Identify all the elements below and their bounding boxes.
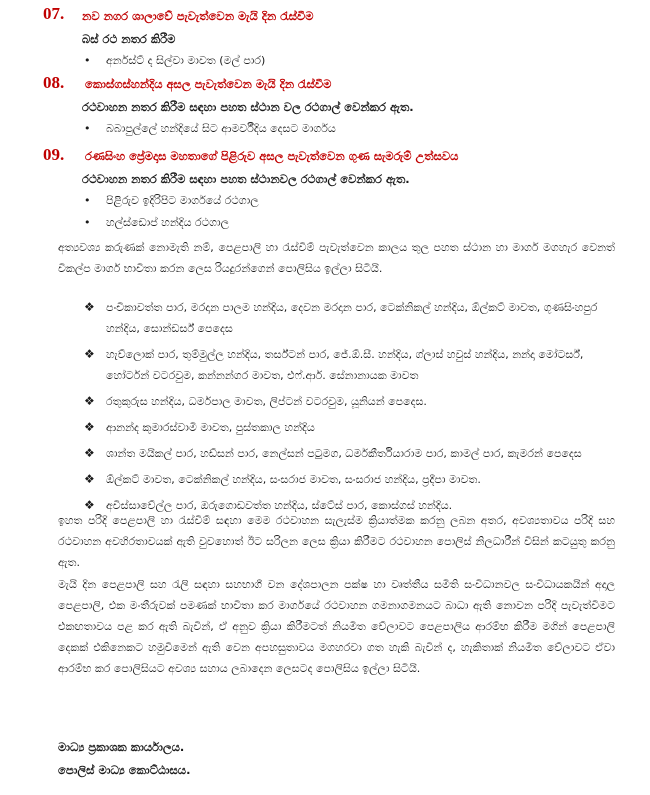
organizers-paragraph: මැයි දින පෙළපාලි සහ රැලි සඳහා සහභාගී වන දේශපාලන පක්ෂ හා වෘත්තීය සමිති සංවිධානවල සංවිධායකයින් අදාල පෙළපාලි, එක මංතීරුවක් පමණක් භාවිතා කර මාර්ගයේ රථවාහන ගමනාගමනයට බාධා ඇති නොවන පරිදි පැවැත්වීමට එකඟතාවය පළ කර ඇති බැවින්, ඒ අනුව ක්‍රියා කිරීමටත් නියමිත වේලාවට පෙළපාලිය ආරම්භ කිරීම මගින් පෙළපාලි දෙකක් එකිනෙකට හමුවීමෙන් ඇති වෙන අපහසුතාවය මගහරවා ගත හැකි බැවින් ද, හැකිතාක් නියමිත වේලාවට ඒවා ආරම්භ කර පොලිසියට අවශ්‍ය සහාය ලබාදෙන ලෙසටද පොලිසිය ඉල්ලා සිටියි. [58,578,615,675]
diamond-bullet-icon: ❖ [84,394,95,408]
list-item: ❖ ඕල්කට් මාවත, ටෙක්නිකල් හන්දිය, සංසරාජ මාවත, සංසරාජ හන්දිය, ප්‍රදීපා මාවත. [84,469,612,490]
section-subtitle: රථවාහන නතර කිරීම සඳහා පහත ස්ථානවල රථගාල් වෙන්කර ඇත. [82,172,410,186]
bullet-dot-icon: • [84,194,91,207]
diamond-bullet-icon: ❖ [84,347,95,361]
diamond-bullet-icon: ❖ [84,300,95,314]
list-item: ❖ අවිස්සාවේල්ල පාර, ඔරුගොඩවත්ත හන්දිය, ස්ටේස් පාර, කොස්ගස් හන්දිය. [84,495,612,516]
list-item: ❖ පංචිකාවත්ත පාර, මරදාන පාලම හන්දිය, දෙවන මරදාන පාර, ටෙක්නිකල් හන්දිය, ඕල්කට් මාවත, ගුණසිංහපුර හන්දිය, සොන්ඩර්ස් පෙදෙස [84,297,612,339]
traffic-plan-paragraph: ඉහත පරිදි පෙළපාලි හා රැස්වීම් සඳහා මෙම රථවාහන සැලැස්ම ක්‍රියාත්මක කරනු ලබන අතර, අවශ්‍යතාවය පරිදි සහ රථවාහන අවහිරතාවයක් ඇති වුවහොත් ඊට සරිලන ලෙස ක්‍රියා කිරීමට රථවාහන පොලිස් නිලධාරීන් විසින් කටයුතු කරනු ඇත. [58,514,615,569]
signature-division: පොලිස් මාධ්‍ය කොට්ඨාසය. [58,763,191,777]
list-item: ❖ ආනන්ද කුමාරස්වාමි මාවත, පුස්තකාල හන්දිය [84,417,612,438]
bullet-dot-icon: • [84,216,91,229]
list-item: • හල්ස්ඩොප් හන්දිය රථගාල [84,216,230,229]
section-number: 09. [43,145,65,164]
section-title: රණසිංහ ප්‍රේමදාස මහතාගේ පිළිරුව අසල පැවැත්වෙන ගුණ සැමරුම් උත්සවය [85,149,459,163]
section-subtitle: බස් රථ නතර කිරීම [82,32,176,46]
diamond-bullet-icon: ❖ [84,446,95,460]
list-item: ❖ හැව්ලොක් පාර, තුම්මුල්ල හන්දිය, තර්ස්ටන් පාර, ජේ.ඕ.සී. හන්දිය, ග්ලාස් හවුස් හන්දිය, නන්දා මෝටර්ස්, හෝර්ටන් වටරවුම, කන්නන්ගර මාවත, එෆ්.ආර්. සේනානායක මාවත [84,344,612,386]
list-item: • අර්නස්ට් ද සිල්වා මාවත (මල් පාර) [84,54,266,67]
section-number: 08. [43,73,65,92]
signature-office: මාධ්‍ය ප්‍රකාශක කාර්යාලය. [58,740,185,754]
section-title: කොස්ගස්හන්දිය අසල පැවැත්වෙන මැයි දින රැස්වීම [85,77,332,91]
section-subtitle: රථවාහන නතර කිරීම සඳහා පහත ස්ථාන වල රථගාල් වෙන්කර ඇත. [82,100,414,114]
bullet-dot-icon: • [84,54,91,67]
list-item: • පිළිරුව ඉදිරිපිට මාර්ගයේ රථගාල [84,194,259,207]
section-title: නව නගර ශාලාවේ පැවැත්වෙන මැයි දින රැස්වීම [82,9,314,23]
list-item: • බබාපුල්ලේ හන්දියේ සිට ආමර්වීදිය දෙසට මාර්ගය [84,122,336,135]
bullet-dot-icon: • [84,122,91,135]
section-number: 07. [43,4,65,23]
list-item: ❖ ශාන්ත මයිකල් පාර, හඩ්සන් පාර, නෙල්සන් පටුමග, ධර්මකීර්තියාරාම පාර, කාමල් පාර, කැමරන් පෙදෙස [84,443,612,464]
list-item: ❖ රතුකුරුස හන්දිය, ධර්මපාල මාවත, ලිප්ටන් වටරවුම, යූනියන් පෙදෙස. [84,391,612,412]
intro-paragraph: අත්‍යවශ්‍ය කරුණක් නොමැති නම්, පෙළපාලි හා රැස්වීම් පැවැත්වෙන කාලය තුල පහත ස්ථාන හා මාර්ග මගහැර වෙනත් විකල්ප මාර්ග භාවිතා කරන ලෙස රියදුරන්ගෙන් පොලිසිය ඉල්ලා සිටියි. [58,241,615,275]
diamond-bullet-icon: ❖ [84,472,95,486]
diamond-bullet-icon: ❖ [84,498,95,512]
diamond-bullet-icon: ❖ [84,420,95,434]
road-list [84,297,612,521]
